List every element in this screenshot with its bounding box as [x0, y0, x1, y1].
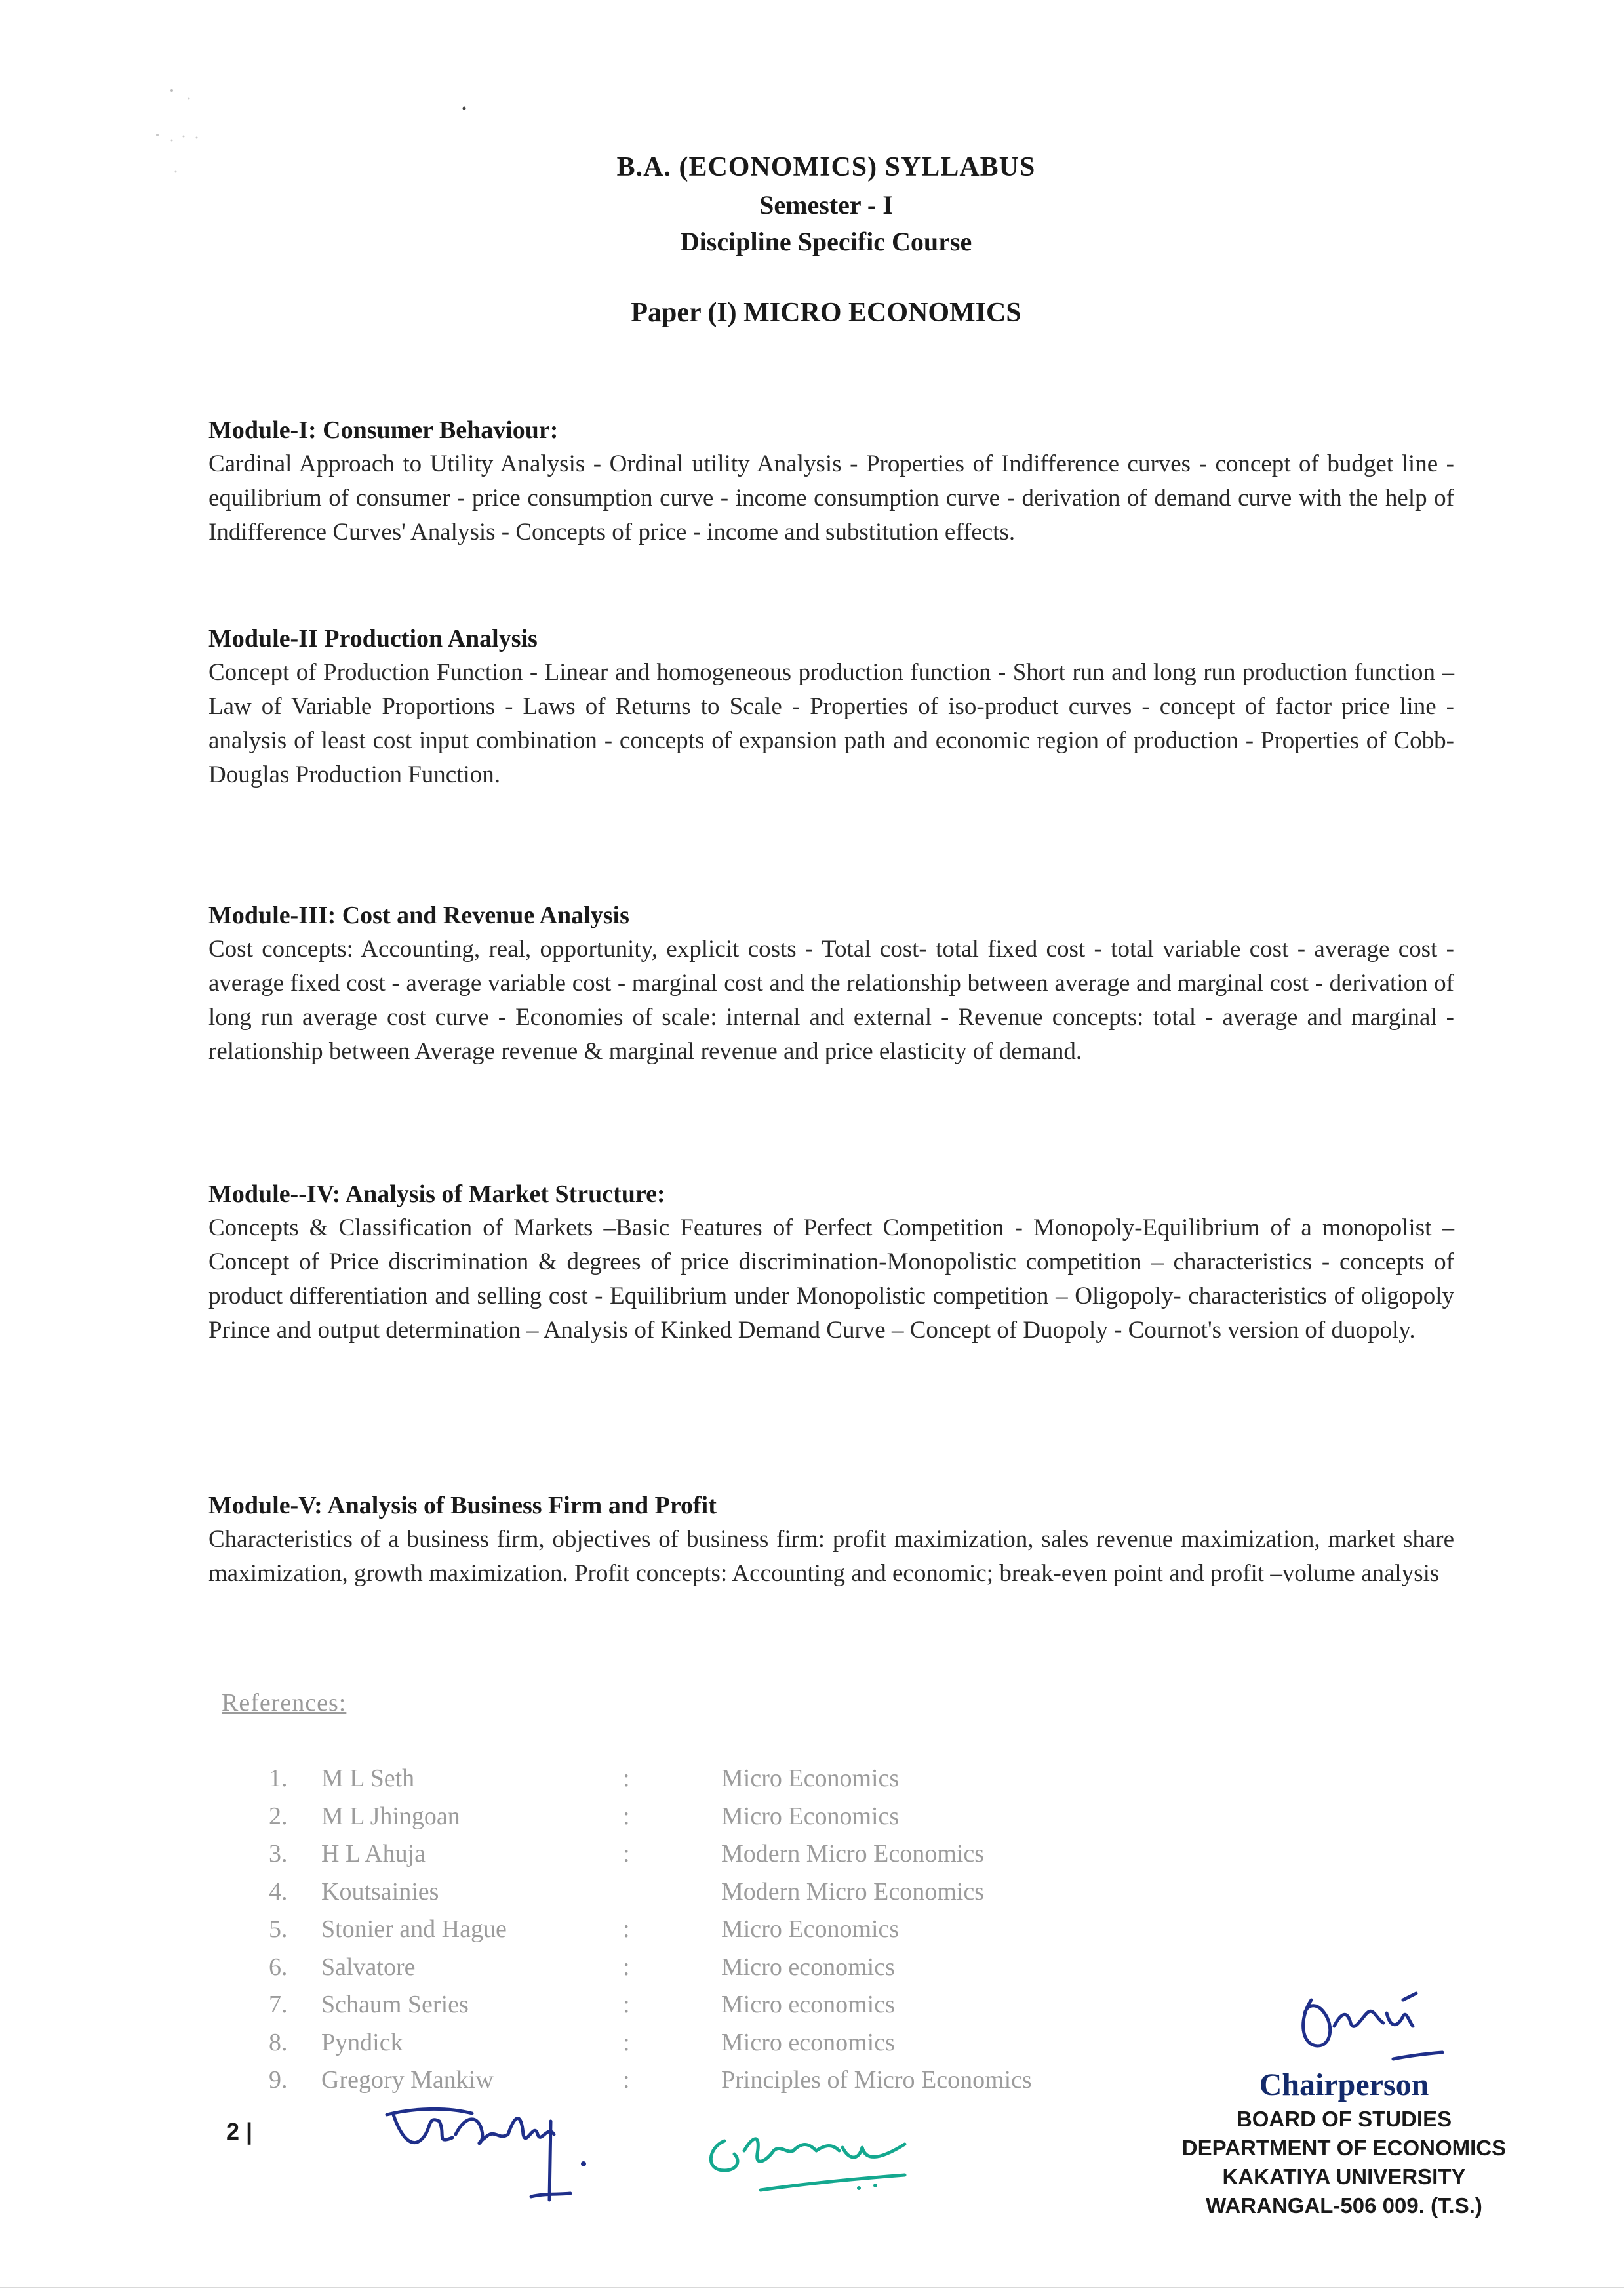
reference-item [269, 1764, 1187, 1802]
paper-title: Paper (I) MICRO ECONOMICS [631, 298, 1021, 328]
reference-number: 5. [269, 1915, 288, 1943]
reference-colon: : [623, 1802, 630, 1830]
reference-title: Micro Economics [721, 1915, 900, 1943]
reference-number: 9. [269, 2066, 288, 2094]
reference-author: Salvatore [321, 1953, 416, 1981]
course-type: Discipline Specific Course [680, 227, 972, 256]
semester-label: Semester - I [759, 190, 893, 220]
references-list [269, 1764, 1187, 2104]
syllabus-header [420, 148, 1233, 332]
stamp-department: DEPARTMENT OF ECONOMICS [1181, 2136, 1507, 2160]
reference-item [269, 1953, 1187, 1991]
stamp-title: Chairperson [1259, 2067, 1429, 2102]
scan-bottom-edge [0, 2287, 1624, 2288]
reference-author: Stonier and Hague [321, 1915, 507, 1943]
reference-colon: : [623, 1953, 630, 1981]
module-heading: Module-II Production Analysis [208, 625, 538, 652]
reference-author: H L Ahuja [321, 1840, 426, 1867]
module-2 [208, 622, 1454, 792]
reference-author: Koutsainies [321, 1877, 439, 1906]
stamp-board: BOARD OF STUDIES [1236, 2107, 1452, 2131]
reference-author: Schaum Series [321, 1991, 469, 2018]
module-heading: Module--IV: Analysis of Market Structure: [208, 1180, 665, 1208]
reference-colon: : [623, 1991, 630, 2018]
reference-title: Micro Economics [721, 1765, 900, 1792]
reference-number: 4. [269, 1877, 288, 1906]
module-body: Cardinal Approach to Utility Analysis - Ordinal utility Analysis - Properties of Indifference curves - concept of budget line - equilibrium of consumer - price consumption curve - income consumption curve - derivation of demand curve with the help of Indifference Curves' Analysis - Concepts of price - income and substitution effects. [208, 450, 1454, 546]
reference-title: Micro economics [721, 2028, 895, 2056]
reference-author: Pyndick [321, 2028, 403, 2056]
reference-title: Micro economics [721, 1991, 895, 2018]
syllabus-title: B.A. (ECONOMICS) SYLLABUS [616, 152, 1036, 182]
reference-title: Principles of Micro Economics [721, 2066, 1032, 2094]
module-body: Characteristics of a business firm, objectives of business firm: profit maximization, sales revenue maximization, market share maximization, growth maximization. Profit concepts: Accounting and economic; break-even point and profit –volume analysis [208, 1526, 1454, 1587]
stamp-address: WARANGAL-506 009. (T.S.) [1206, 2193, 1482, 2218]
module-3 [208, 898, 1454, 1069]
references-title: References: [222, 1689, 347, 1717]
reference-item [269, 1877, 1187, 1915]
reference-title: Micro economics [721, 1953, 895, 1981]
reference-item [269, 1802, 1187, 1840]
reference-colon: : [623, 2066, 630, 2094]
module-heading: Module-III: Cost and Revenue Analysis [208, 902, 629, 929]
reference-colon: : [623, 2028, 630, 2056]
module-body: Concept of Production Function - Linear and homogeneous production function - Short run and long run production function – Law of Variable Proportions - Laws of Returns to Scale - Properties of iso-product curves - concept of factor price line - analysis of least cost input combination - concepts of expansion path and economic region of production - Properties of Cobb-Douglas Production Function. [208, 659, 1454, 788]
reference-number: 1. [269, 1765, 288, 1792]
reference-colon: : [623, 1840, 630, 1867]
reference-author: Gregory Mankiw [321, 2066, 494, 2094]
module-4 [208, 1177, 1454, 1347]
reference-number: 8. [269, 2028, 288, 2056]
module-body: Cost concepts: Accounting, real, opportunity, explicit costs - Total cost- total fixed cost - total variable cost - average cost - average fixed cost - average variable cost - marginal cost and the relationship between average and marginal cost - derivation of long run average cost curve - Economies of scale: internal and external - Revenue concepts: total - average and marginal - relationship between Average revenue & marginal revenue and price elasticity of demand. [208, 936, 1454, 1065]
reference-number: 7. [269, 1991, 288, 2018]
reference-item [269, 1839, 1187, 1877]
chairperson-stamp [1134, 2066, 1554, 2220]
stamp-university: KAKATIYA UNIVERSITY [1222, 2165, 1466, 2189]
reference-number: 2. [269, 1802, 288, 1830]
signature-blue-2 [1278, 1974, 1449, 2072]
scan-speck-top [0, 0, 472, 131]
reference-author: M L Jhingoan [321, 1802, 460, 1830]
reference-title: Modern Micro Economics [721, 1840, 985, 1867]
reference-title: Modern Micro Economics [721, 1877, 985, 1906]
module-1 [208, 413, 1454, 549]
reference-number: 3. [269, 1840, 288, 1867]
module-heading: Module-V: Analysis of Business Firm and Profit [208, 1492, 717, 1519]
reference-item [269, 2028, 1187, 2066]
module-5 [208, 1488, 1454, 1591]
reference-number: 6. [269, 1953, 288, 1981]
reference-title: Micro Economics [721, 1802, 900, 1830]
module-heading: Module-I: Consumer Behaviour: [208, 416, 559, 444]
reference-item [269, 1915, 1187, 1953]
reference-author: M L Seth [321, 1765, 415, 1792]
page-number: 2 | [226, 2118, 253, 2145]
reference-colon: : [623, 1915, 630, 1943]
reference-item [269, 1990, 1187, 2028]
signature-blue-1 [374, 2095, 597, 2213]
module-body: Concepts & Classification of Markets –Basic Features of Perfect Competition - Monopoly-Equilibrium of a monopolist – Concept of Price discrimination & degrees of price discrimination-Monopolistic competition – characteristics - concepts of product differentiation and selling cost - Equilibrium under Monopolistic competition – Oligopoly- characteristics of oligopoly Prince and output determination – Analysis of Kinked Demand Curve – Concept of Duopoly - Cournot's version of duopoly. [208, 1214, 1454, 1344]
reference-colon: : [623, 1765, 630, 1792]
signature-green [695, 2115, 931, 2206]
